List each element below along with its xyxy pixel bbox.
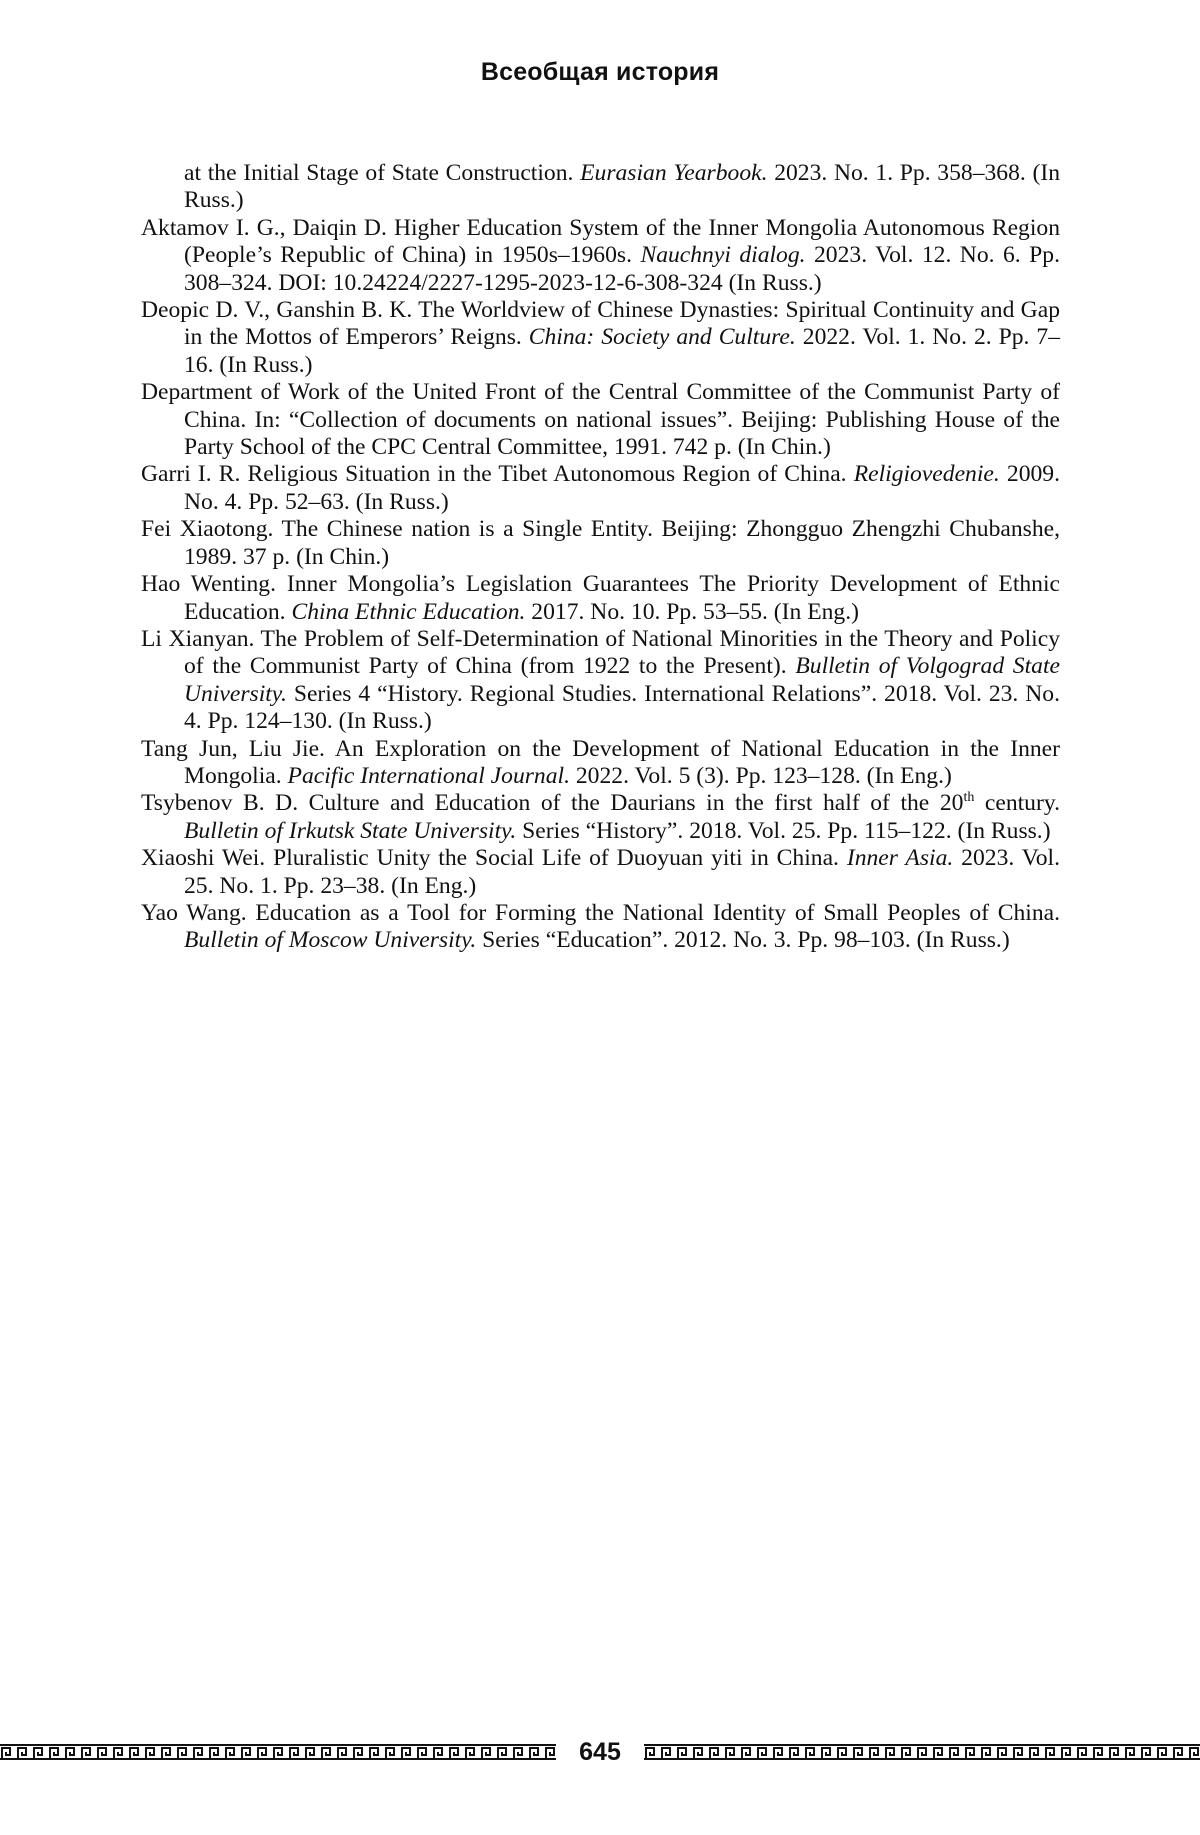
reference-text: Series “History”. 2018. Vol. 25. Pp. 115–122. (In Russ.) [516,818,1050,844]
reference-entry [141,215,1060,297]
journal-title: China: Society and Culture. [529,324,796,350]
reference-entry [141,900,1060,955]
journal-title: Bulletin of Irkutsk State University. [184,818,516,844]
reference-text: 2022. Vol. 5 (3). Pp. 123–128. (In Eng.) [570,763,952,789]
reference-text: 2023. Vol. 25. No. 1. Pp. 23–38. (In Eng.) [184,845,1060,898]
journal-title: Bulletin of Moscow University. [184,927,476,953]
superscript: th [963,790,974,805]
journal-title: Eurasian Yearbook. [580,160,767,186]
reference-text: Tsybenov B. D. Culture and Education of the Daurians in the first half of the 20 [141,790,963,816]
reference-text: 2023. Vol. 12. No. 6. Pp. 308–324. DOI: 10.24224/2227-1295-2023-12-6-308-324 (In Russ.) [184,242,1060,295]
reference-text: Series “Education”. 2012. No. 3. Pp. 98–103. (In Russ.) [476,927,1009,953]
reference-text: 2017. No. 10. Pp. 53–55. (In Eng.) [525,599,859,625]
reference-text: Deopic D. V., Ganshin B. K. The Worldview of Chinese Dynasties: Spiritual Continuity and Gap in the Mottos of Emperors’ Reigns. [141,297,1060,350]
meander-border-right [644,1744,1200,1760]
page-number: 645 [556,1736,644,1768]
journal-title: Religiovedenie. [854,461,1000,487]
reference-text: Aktamov I. G., Daiqin D. Higher Education System of the Inner Mongolia Autonomous Region (People’s Republic of China) in 1950s–1960s. [141,215,1060,268]
page-footer [0,1736,1200,1766]
reference-entry [141,736,1060,791]
journal-title: Bulletin of Volgograd State University. [184,653,1060,706]
reference-text: Li Xianyan. The Problem of Self-Determination of National Minorities in the Theory and Policy of the Communist Party of China (from 1922 to the Present). [141,626,1060,679]
reference-entry [141,626,1060,736]
reference-text: Yao Wang. Education as a Tool for Forming the National Identity of Small Peoples of China. [141,900,1060,926]
reference-entry [141,571,1060,626]
reference-text: 2022. Vol. 1. No. 2. Pp. 7–16. (In Russ.) [184,324,1060,377]
reference-text: Series 4 “History. Regional Studies. International Relations”. 2018. Vol. 23. No. 4. Pp. 124–130. (In Russ.) [184,681,1060,734]
reference-text: Hao Wenting. Inner Mongolia’s Legislation Guarantees The Priority Development of Ethnic Education. [141,571,1060,624]
reference-entry [141,379,1060,461]
reference-text: 2023. No. 1. Pp. 358–368. (In Russ.) [184,160,1060,213]
reference-text: Department of Work of the United Front of the Central Committee of the Communist Party of China. In: “Collection of documents on national issues”. Beijing: Publishing House of the Party School of the CPC Central Committee, 1991. 742 p. (In Chin.) [141,379,1060,460]
reference-text: Garri I. R. Religious Situation in the Tibet Autonomous Region of China. [141,461,854,487]
reference-list [141,160,1060,955]
reference-entry [141,297,1060,379]
reference-text: at the Initial Stage of State Construction. [184,160,580,186]
reference-entry [141,845,1060,900]
reference-text: Xiaoshi Wei. Pluralistic Unity the Social Life of Duoyuan yiti in China. [141,845,847,871]
reference-text: Tang Jun, Liu Jie. An Exploration on the Development of National Education in the Inner Mongolia. [141,736,1060,789]
journal-title: Inner Asia. [847,845,953,871]
journal-title: Pacific International Journal. [288,763,570,789]
reference-entry [141,790,1060,845]
reference-entry-continuation [141,160,1060,215]
running-title: Всеобщая история [0,58,1200,87]
meander-border-left [0,1744,556,1760]
reference-text: Fei Xiaotong. The Chinese nation is a Single Entity. Beijing: Zhongguo Zhengzhi Chubanshe, 1989. 37 p. (In Chin.) [141,516,1060,569]
reference-entry [141,516,1060,571]
reference-text: century. [974,790,1060,816]
reference-text: 2009. No. 4. Pp. 52–63. (In Russ.) [184,461,1060,514]
journal-title: Nauchnyi dialog. [640,242,805,268]
journal-title: China Ethnic Education. [291,599,525,625]
reference-entry [141,461,1060,516]
